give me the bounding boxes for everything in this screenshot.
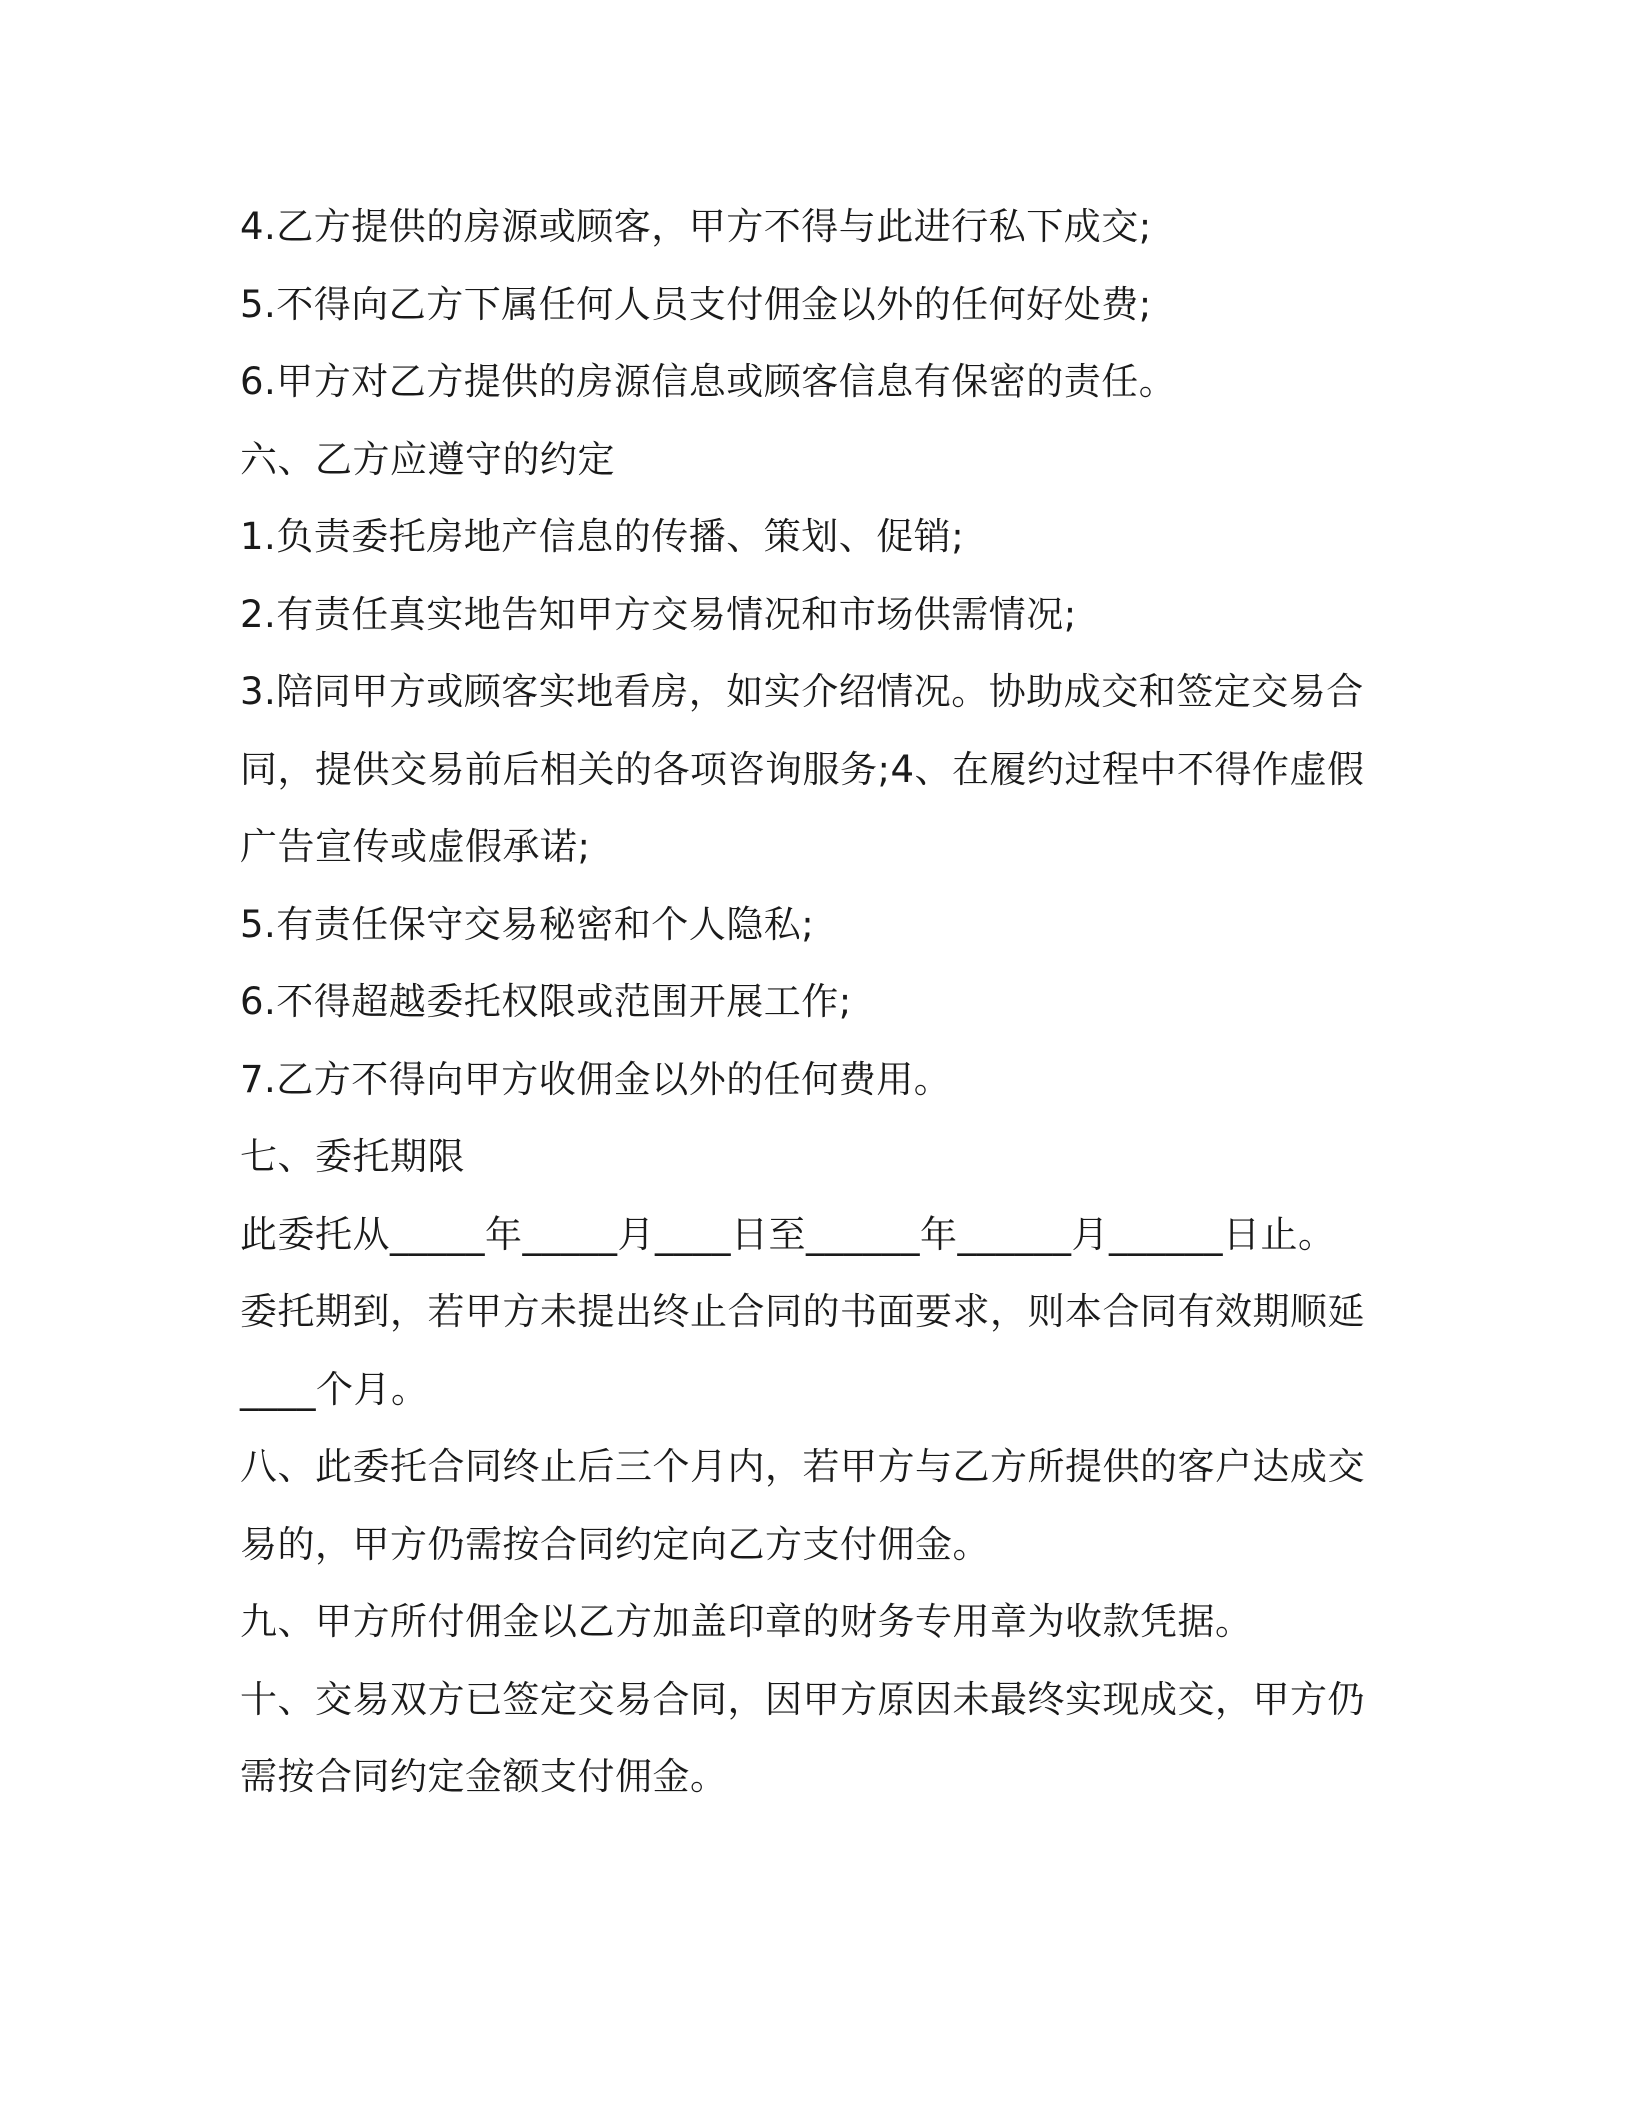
term-extension-line-2: ____个月。 bbox=[240, 1367, 429, 1411]
section-8-line-2: 易的，甲方仍需按合同约定向乙方支付佣金。 bbox=[240, 1522, 990, 1566]
party-b-clause-6: 6.不得超越委托权限或范围开展工作; bbox=[240, 980, 852, 1023]
document-body bbox=[240, 188, 1380, 1816]
party-b-clause-7: 7.乙方不得向甲方收佣金以外的任何费用。 bbox=[240, 1057, 952, 1101]
clause-5-no-bribes: 5.不得向乙方下属任何人员支付佣金以外的任何好处费; bbox=[240, 282, 1152, 326]
section-8-line-1: 八、此委托合同终止后三个月内，若甲方与乙方所提供的客户达成交 bbox=[240, 1445, 1365, 1488]
section-7-heading: 七、委托期限 bbox=[240, 1135, 465, 1178]
term-extension-line-1: 委托期到，若甲方未提出终止合同的书面要求，则本合同有效期顺延 bbox=[240, 1290, 1365, 1333]
party-b-clause-3-line-1: 3.陪同甲方或顾客实地看房，如实介绍情况。协助成交和签定交易合 bbox=[240, 670, 1364, 713]
party-b-clause-5: 5.有责任保守交易秘密和个人隐私; bbox=[240, 902, 815, 946]
section-10-line-1: 十、交易双方已签定交易合同，因甲方原因未最终实现成交，甲方仍 bbox=[240, 1677, 1365, 1721]
section-6-heading: 六、乙方应遵守的约定 bbox=[240, 437, 615, 481]
party-b-clause-1: 1.负责委托房地产信息的传播、策划、促销; bbox=[240, 515, 965, 558]
section-10-line-2: 需按合同约定金额支付佣金。 bbox=[240, 1755, 728, 1798]
term-dates-line: 此委托从_____年_____月____日至______年______月______日止。 bbox=[240, 1212, 1336, 1256]
party-b-clause-3-line-2: 同，提供交易前后相关的各项咨询服务;4、在履约过程中不得作虚假 bbox=[240, 747, 1365, 791]
party-b-clause-2: 2.有责任真实地告知甲方交易情况和市场供需情况; bbox=[240, 592, 1077, 636]
section-9: 九、甲方所付佣金以乙方加盖印章的财务专用章为收款凭据。 bbox=[240, 1600, 1253, 1643]
clause-6-confidentiality: 6.甲方对乙方提供的房源信息或顾客信息有保密的责任。 bbox=[240, 360, 1177, 403]
clause-4-private-deal: 4.乙方提供的房源或顾客，甲方不得与此进行私下成交; bbox=[240, 205, 1152, 248]
party-b-clause-4-line-2: 广告宣传或虚假承诺; bbox=[240, 825, 591, 868]
